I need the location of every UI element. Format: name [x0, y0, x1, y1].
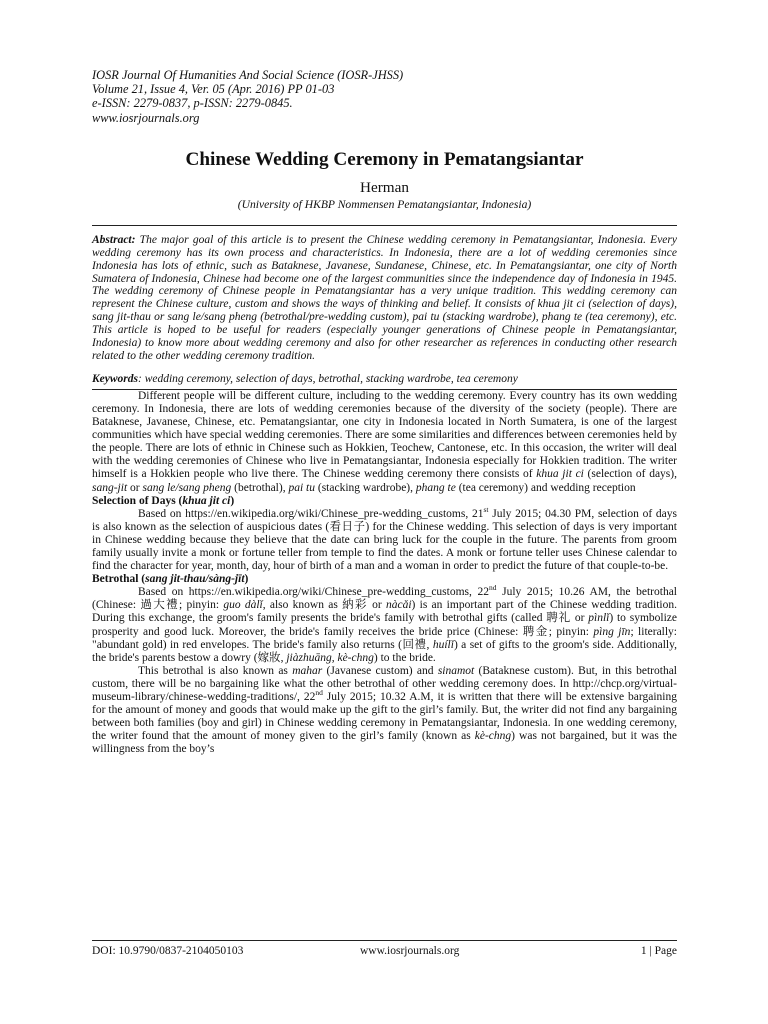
- betrothal-paragraph-2: [92, 665, 677, 757]
- betrothal-text: ) to the bride.: [373, 651, 436, 664]
- betrothal-text: July 2015; 10.32 A.M, it is written that there will be extensive bargaining for the amount of money and goods that would make up the gift to the girl’s family. But, the writer did not find any bargaining between both families (boy and girl) in Chinese wedding ceremony in Pematangsiantar, Indonesia. In one wedding ceremony, the writer found that the amount of money given to the girl’s family (known as: [92, 691, 677, 743]
- journal-volume: Volume 21, Issue 4, Ver. 05 (Apr. 2016) PP 01-03: [92, 82, 335, 97]
- betrothal-term: huílǐ: [432, 638, 454, 651]
- betrothal-term: kè-chng: [474, 730, 512, 743]
- journal-issn: e-ISSN: 2279-0837, p-ISSN: 2279-0845.: [92, 96, 293, 111]
- superscript: st: [483, 504, 489, 514]
- journal-website[interactable]: www.iosrjournals.org: [92, 110, 200, 125]
- heading-text: ): [230, 494, 235, 507]
- paper-page: [92, 68, 677, 757]
- intro-text: (stacking wardrobe),: [314, 481, 416, 494]
- betrothal-term: nàcǎi: [385, 599, 412, 612]
- abstract: [92, 234, 677, 363]
- betrothal-term: guo dàlǐ: [223, 599, 263, 612]
- betrothal-text: This betrothal is also known as: [138, 664, 293, 677]
- intro-paragraph: [92, 390, 677, 495]
- intro-text: (betrothal),: [231, 481, 289, 494]
- betrothal-text: , also known as 納彩 or: [262, 599, 386, 612]
- paper-title: Chinese Wedding Ceremony in Pematangsiantar: [185, 148, 584, 170]
- selection-text: July 2015; 04.30 PM, selection of days is also known as the selection of auspicious dates (看日子) for the Chinese wedding. This selection of days is very important in Chinese wedding because they believe that the date can bring luck for the couple in the future. The parents from groom family usually invite a monk or fortune teller from temple to find the dates. A monk or fortune teller uses Chinese calendar to find the character for year, month, day, hour of birth of a man and a woman in order to predict the future of that couple-to-be.: [92, 507, 677, 573]
- heading-text: Betrothal (: [92, 573, 146, 586]
- intro-text: (tea ceremony) and wedding reception: [455, 481, 636, 494]
- selection-paragraph: [92, 504, 677, 573]
- betrothal-term: sinamot: [437, 664, 475, 677]
- betrothal-text: ) is an important part of the Chinese wedding tradition. During this exchange, the groom's family presents the bride's family with betrothal gifts (called 聘礼 or: [92, 599, 677, 625]
- keywords-label: Keywords: [92, 372, 138, 385]
- betrothal-text: (Javanese custom) and: [322, 664, 438, 677]
- abstract-text: The major goal of this article is to present the Chinese wedding ceremony in Pematangsiantar, Indonesia. Every wedding ceremony has its own process and characteristics. In Indonesia, there are a lot of wedding ceremonies since Indonesia has lots of ethnic, such as Bataknese, Javanese, Sundanese, Chinese, etc. In Pematangsiantar, one city of North Sumatera of Indonesia, Chinese had become one of the largest communities since the independence day of Indonesia in 1945. The wedding ceremony of Chinese people in Pematangsiantar has a very unique tradition. This wedding ceremony can represent the Chinese culture, custom and shows the ways of thinking and belief. It consists of khua jit ci (selection of days), sang jit-thau or sang le/sang pheng (betrothal/pre-wedding custom), pai tu (stacking wardrobe), phang te (tea ceremony), etc. This article is hoped to be useful for readers (especially younger generations of Chinese people in Pematangsiantar, Indonesia) to know more about wedding ceremony and also for other researcher as references in conducting other research related to the other wedding ceremony tradition.: [92, 233, 677, 362]
- intro-term: sang le/sang pheng: [142, 481, 232, 494]
- journal-name: IOSR Journal Of Humanities And Social Science (IOSR-JHSS): [92, 68, 404, 82]
- superscript: nd: [489, 583, 497, 593]
- author-name: Herman: [360, 178, 409, 196]
- selection-text: Based on https://en.wikipedia.org/wiki/Chinese_pre-wedding_customs, 21: [138, 507, 484, 520]
- betrothal-text: Based on https://en.wikipedia.org/wiki/Chinese_pre-wedding_customs, 22: [138, 586, 489, 599]
- keywords-text: : wedding ceremony, selection of days, betrothal, stacking wardrobe, tea ceremony: [138, 372, 518, 385]
- betrothal-term: pìnlǐ: [588, 612, 610, 625]
- betrothal-term: pìng jīn: [593, 625, 631, 638]
- footer-doi[interactable]: DOI: 10.9790/0837-2104050103: [92, 945, 244, 957]
- heading-term: khua jit ci: [182, 494, 231, 507]
- superscript: nd: [315, 688, 323, 698]
- section-heading-betrothal: [92, 573, 677, 586]
- journal-header: [92, 68, 677, 125]
- intro-text: Different people will be different culture, including to the wedding ceremony. Every country has its own wedding ceremony. In Indonesia, there are lots of wedding ceremonies because of the diversity of the society (people). There are Bataknese, Javanese, Chinese, etc. Pematangsiantar, one city in Indonesia located in North Sumatera, is one of the largest communities which have special wedding ceremonies. There are some similarities and differences between ceremonies held by the people. There are lots of ethnic in Chinese such as Hokkien, Teochew, Cantonese, etc. In this occasion, the writer will deal with the wedding ceremonies of Chinese who live in Pematangsiantar, Indonesia especially for Hokkien tradition. The writer himself is a Hokkien people who live there. The Chinese wedding ceremony there consists of: [92, 389, 677, 481]
- heading-text: ): [244, 573, 249, 586]
- intro-term: khua jit ci: [536, 468, 584, 481]
- intro-term: phang te: [415, 481, 456, 494]
- header-divider: [92, 225, 677, 226]
- page-footer: [92, 940, 677, 957]
- betrothal-text: ) to symbolize prosperity and good luck. Moreover, the bride's family receives the bride price (Chinese: 聘金; pinyin:: [92, 612, 677, 638]
- footer-website[interactable]: www.iosrjournals.org: [360, 945, 460, 957]
- intro-text: or: [127, 481, 143, 494]
- footer-page-number: 1 | Page: [640, 945, 677, 957]
- intro-term: pai tu: [288, 481, 315, 494]
- author-affiliation: (University of HKBP Nommensen Pematangsiantar, Indonesia): [237, 197, 532, 211]
- betrothal-term: mahar: [292, 664, 323, 677]
- betrothal-text: ; literally: "abundant gold) in red envelopes. The bride's family also returns (回禮,: [92, 625, 678, 651]
- keywords: [92, 373, 677, 390]
- betrothal-text: (Bataknese custom). But, in this betrothal custom, there will be no bargaining like what the other betrothal of other wedding ceremony does. In http://chcp.org/virtual-museum-library/chinese-wedding-traditions/, 22: [92, 664, 677, 704]
- heading-term: sang jit-thau/sàng-jīt: [145, 573, 245, 586]
- betrothal-text: ) a set of gifts to the groom's side. Additionally, the bride's parents bestow a dowry (嫁妝,: [92, 638, 678, 664]
- section-heading-selection: [92, 495, 677, 508]
- heading-text: Selection of Days (: [92, 494, 183, 507]
- paper-body: [92, 390, 677, 757]
- abstract-label: Abstract:: [92, 233, 136, 246]
- betrothal-text: July 2015; 10.26 AM, the betrothal (Chinese: 過大禮; pinyin:: [92, 586, 678, 612]
- betrothal-term: jiàzhuāng, kè-chng: [286, 651, 374, 664]
- betrothal-paragraph-1: [92, 583, 678, 665]
- intro-term: sang-jit: [92, 481, 128, 494]
- intro-text: (selection of days),: [583, 468, 677, 481]
- betrothal-text: ) was not bargained, but it was the willingness from the boy’s: [92, 730, 677, 756]
